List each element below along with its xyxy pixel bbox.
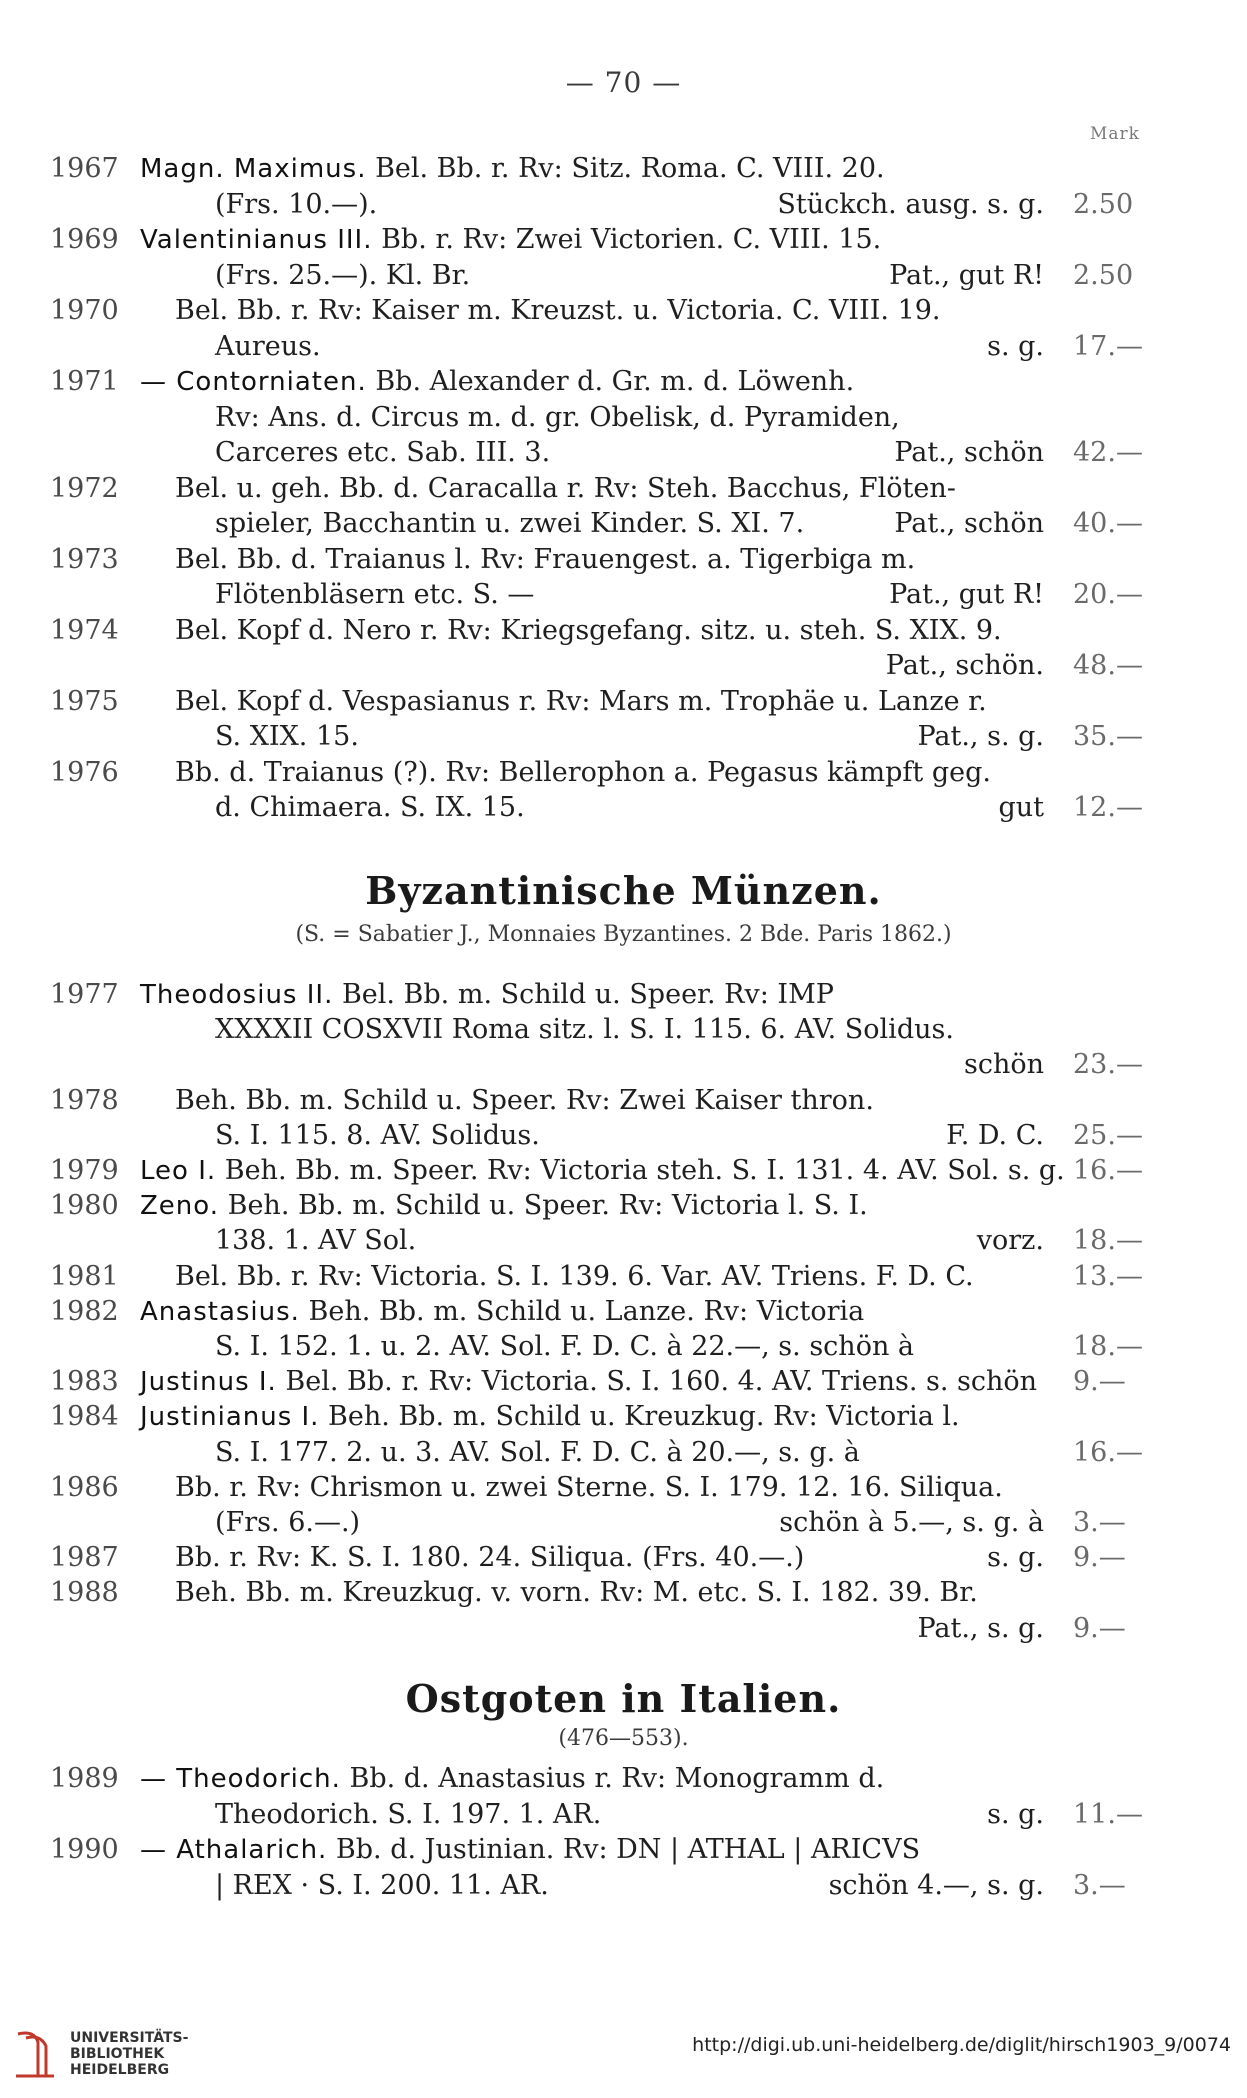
- spacer: [300, 1296, 309, 1327]
- lot-text: Flötenbläsern etc. S. —: [215, 579, 535, 610]
- lot-price: 16.—: [1073, 1155, 1143, 1186]
- lot-ruler-name: Theodosius II.: [140, 980, 334, 1010]
- lot-text: Bel. Kopf d. Nero r. Rv: Kriegsgefang. sitz. u. steh. S. XIX. 9.: [175, 614, 1002, 646]
- lot-price: 20.—: [1073, 579, 1143, 610]
- lot-text: Rv: Ans. d. Circus m. d. gr. Obelisk, d. Pyramiden,: [215, 401, 900, 433]
- lot-number: 1970: [50, 295, 119, 326]
- catalog-line: [0, 152, 1247, 185]
- spacer: [333, 979, 342, 1010]
- lot-condition: F. D. C.: [946, 1119, 1044, 1151]
- spacer: [327, 1834, 336, 1865]
- lot-text: S. XIX. 15.: [215, 721, 359, 752]
- catalog-line: [0, 1612, 1247, 1645]
- lot-text: (Frs. 25.—). Kl. Br.: [215, 259, 471, 291]
- lot-number: 1980: [50, 1190, 119, 1222]
- lot-ruler-name: Valentinianus III.: [140, 225, 373, 255]
- lot-price: 23.—: [1073, 1049, 1143, 1081]
- lot-number: 1973: [50, 543, 119, 575]
- lot-ruler-name: Magn. Maximus.: [140, 154, 367, 184]
- lot-description: [215, 1330, 914, 1364]
- catalog-line: [0, 614, 1247, 647]
- lot-condition: gut: [998, 792, 1044, 823]
- lot-price: 2.50: [1073, 259, 1134, 291]
- catalog-line: [0, 756, 1247, 789]
- lot-description: [140, 1154, 1065, 1188]
- lot-text: Bb. d. Traianus (?). Rv: Bellerophon a. Pegasus kämpft geg.: [175, 756, 991, 788]
- catalog-line: [0, 685, 1247, 718]
- lot-text: Beh. Bb. m. Schild u. Speer. Rv: Zwei Kaiser thron.: [175, 1084, 874, 1116]
- catalog-line: [0, 365, 1247, 398]
- catalog-line: [0, 1330, 1247, 1363]
- lot-condition: vorz.: [976, 1225, 1044, 1257]
- lot-number: 1987: [50, 1542, 119, 1574]
- lot-description: [175, 294, 941, 328]
- lot-text: Bel. Bb. d. Traianus l. Rv: Frauengest. a. Tigerbiga m.: [175, 543, 916, 575]
- lot-text: Bb. r. Rv: Zwei Victorien. C. VIII. 15.: [381, 224, 882, 255]
- lot-text: Bel. Kopf d. Vespasianus r. Rv: Mars m. Trophäe u. Lanze r.: [175, 685, 987, 717]
- spacer: [319, 1401, 328, 1432]
- spacer: [216, 1155, 225, 1186]
- lot-description: [215, 720, 359, 754]
- lot-description: [175, 1084, 874, 1118]
- lot-ruler-name: Leo I.: [140, 1156, 217, 1186]
- catalog-line: [0, 1798, 1247, 1831]
- lot-number: 1971: [50, 366, 119, 397]
- lot-number: 1976: [50, 756, 119, 788]
- lot-text: | REX · S. I. 200. 11. AR.: [215, 1869, 549, 1901]
- lot-text: Bb. Alexander d. Gr. m. d. Löwenh.: [375, 366, 855, 397]
- lot-price: 3.—: [1073, 1869, 1126, 1901]
- section-title-ostgoten: Ostgoten in Italien.: [405, 1676, 842, 1721]
- lot-description: [140, 1365, 1037, 1399]
- lot-ruler-name: — Athalarich.: [140, 1835, 328, 1865]
- catalog-line: [0, 1013, 1247, 1046]
- lot-condition: Pat., schön.: [885, 650, 1044, 681]
- lot-description: [140, 223, 881, 257]
- lot-number: 1977: [50, 979, 119, 1010]
- catalog-line: [0, 259, 1247, 292]
- catalog-line: [0, 507, 1247, 540]
- catalog-line: [0, 436, 1247, 469]
- catalog-line: [0, 1365, 1247, 1398]
- column-header-mark: Mark: [1090, 124, 1140, 144]
- lot-text: Carceres etc. Sab. III. 3.: [215, 437, 551, 468]
- lot-number: 1983: [50, 1366, 119, 1398]
- lot-description: [215, 1798, 601, 1832]
- catalog-line: [0, 1119, 1247, 1152]
- lot-price: 12.—: [1073, 792, 1143, 823]
- catalog-line: [0, 188, 1247, 221]
- catalog-line: [0, 1762, 1247, 1795]
- lot-text: XXXXII COSXVII Roma sitz. l. S. I. 115. 6. AV. Solidus.: [215, 1014, 954, 1046]
- lot-text: d. Chimaera. S. IX. 15.: [215, 792, 525, 823]
- lot-price: 3.—: [1073, 1507, 1126, 1538]
- lot-description: [215, 791, 525, 825]
- lot-description: [215, 436, 550, 470]
- lot-text: Beh. Bb. m. Schild u. Kreuzkug. Rv: Victoria l.: [328, 1401, 960, 1433]
- lot-description: [215, 1436, 860, 1470]
- lot-number: 1986: [50, 1471, 119, 1503]
- catalog-line: [0, 472, 1247, 505]
- lot-description: [140, 1189, 868, 1223]
- lot-description: [215, 259, 470, 293]
- lot-price: 42.—: [1073, 437, 1143, 468]
- lot-text: S. I. 177. 2. u. 3. AV. Sol. F. D. C. à 20.—, s. g. à: [215, 1436, 860, 1468]
- lot-text: Aureus.: [215, 330, 321, 362]
- section-subtitle-byzantine: (S. = Sabatier J., Monnaies Byzantines. 2 Bde. Paris 1862.): [295, 922, 952, 947]
- lot-description: [215, 330, 321, 364]
- lot-number: 1978: [50, 1084, 119, 1116]
- catalog-line: [0, 1295, 1247, 1328]
- lot-ruler-name: Justinianus I.: [140, 1402, 320, 1433]
- catalog-line: [0, 978, 1247, 1011]
- catalog-line: [0, 578, 1247, 611]
- lot-description: [175, 1471, 1003, 1505]
- lot-price: 40.—: [1073, 508, 1143, 539]
- lot-ruler-name: Zeno.: [140, 1191, 220, 1222]
- catalog-line: [0, 1576, 1247, 1609]
- lot-text: Bel. Bb. r. Rv: Kaiser m. Kreuzst. u. Victoria. C. VIII. 19.: [175, 295, 941, 326]
- lot-text: Beh. Bb. m. Kreuzkug. v. vorn. Rv: M. etc. S. I. 182. 39. Br.: [175, 1577, 978, 1609]
- catalog-line: [0, 1506, 1247, 1539]
- catalog-line: [0, 401, 1247, 434]
- lot-price: 11.—: [1073, 1798, 1143, 1830]
- lot-description: [175, 543, 915, 577]
- lot-condition: s. g.: [987, 1798, 1044, 1830]
- lot-condition: Stückch. ausg. s. g.: [777, 188, 1044, 220]
- lot-ruler-name: Anastasius.: [140, 1296, 300, 1327]
- lot-number: 1982: [50, 1295, 119, 1327]
- page-number: — 70 —: [565, 66, 682, 99]
- lot-text: S. I. 115. 8. AV. Solidus.: [215, 1119, 540, 1151]
- lot-condition: Pat., schön: [894, 437, 1044, 468]
- lot-price: 16.—: [1073, 1436, 1143, 1468]
- catalog-line: [0, 1471, 1247, 1504]
- section-subtitle-ostgoten: (476—553).: [558, 1726, 689, 1751]
- spacer: [366, 153, 375, 184]
- catalog-line: [0, 1260, 1247, 1293]
- lot-description: [215, 188, 377, 222]
- lot-description: [140, 1833, 920, 1867]
- catalog-line: [0, 1541, 1247, 1574]
- catalog-line: [0, 1869, 1247, 1902]
- lot-number: 1979: [50, 1155, 119, 1186]
- lot-description: [140, 1762, 884, 1796]
- catalog-line: [0, 649, 1247, 682]
- spacer: [219, 1190, 228, 1221]
- catalog-line: [0, 294, 1247, 327]
- lot-text: Bel. Bb. r. Rv: Victoria. S. I. 139. 6. Var. AV. Triens. F. D. C.: [175, 1260, 974, 1292]
- lot-text: Bel. Bb. r. Rv: Victoria. S. I. 160. 4. AV. Triens. s. schön: [285, 1366, 1038, 1398]
- catalog-line: [0, 1224, 1247, 1257]
- lot-price: 48.—: [1073, 650, 1143, 681]
- lot-condition: Pat., s. g.: [917, 721, 1044, 752]
- lot-condition: schön 4.—, s. g.: [828, 1869, 1044, 1901]
- lot-text: Bb. r. Rv: Chrismon u. zwei Sterne. S. I. 179. 12. 16. Siliqua.: [175, 1471, 1003, 1503]
- lot-price: 25.—: [1073, 1119, 1143, 1151]
- lot-price: 18.—: [1073, 1225, 1143, 1257]
- catalog-line: [0, 1833, 1247, 1866]
- lot-condition: Pat., gut R!: [889, 259, 1044, 291]
- lot-description: [175, 1541, 804, 1575]
- lot-text: Beh. Bb. m. Speer. Rv: Victoria steh. S. I. 131. 4. AV. Sol. s. g.: [224, 1155, 1065, 1186]
- lot-number: 1974: [50, 614, 119, 646]
- lot-price: 35.—: [1073, 721, 1143, 752]
- catalog-line: [0, 1436, 1247, 1469]
- lot-number: 1988: [50, 1577, 119, 1609]
- lot-description: [215, 1119, 540, 1153]
- source-url[interactable]: http://digi.ub.uni-heidelberg.de/diglit/hirsch1903_9/0074: [692, 2034, 1231, 2056]
- lot-description: [140, 1400, 960, 1434]
- lot-description: [215, 401, 900, 435]
- lot-condition: s. g.: [987, 330, 1044, 362]
- lot-description: [215, 1013, 954, 1047]
- lot-ruler-name: — Theodorich.: [140, 1764, 341, 1794]
- lot-text: (Frs. 10.—).: [215, 188, 378, 220]
- lot-number: 1975: [50, 685, 119, 717]
- lot-condition: s. g.: [987, 1542, 1044, 1574]
- lot-description: [175, 1576, 978, 1610]
- lot-number: 1969: [50, 224, 119, 255]
- lot-text: Bel. Bb. m. Schild u. Speer. Rv: IMP: [341, 979, 834, 1010]
- section-title-byzantine: Byzantinische Münzen.: [365, 868, 882, 913]
- catalog-line: [0, 1400, 1247, 1433]
- lot-price: 9.—: [1073, 1366, 1126, 1398]
- catalog-line: [0, 543, 1247, 576]
- lot-text: (Frs. 6.—.): [215, 1507, 361, 1538]
- lot-description: [175, 756, 991, 790]
- lot-description: [140, 978, 834, 1012]
- lot-description: [140, 365, 854, 399]
- library-name-line: BIBLIOTHEK: [70, 2046, 165, 2062]
- lot-description: [175, 472, 956, 506]
- lot-description: [215, 1224, 416, 1258]
- lot-description: [215, 578, 534, 612]
- catalog-line: [0, 1189, 1247, 1222]
- lot-text: Bel. Bb. r. Rv: Sitz. Roma. C. VIII. 20.: [375, 153, 885, 184]
- library-name-line: HEIDELBERG: [70, 2062, 170, 2078]
- catalog-line: [0, 791, 1247, 824]
- lot-ruler-name: Justinus I.: [140, 1367, 277, 1398]
- lot-condition: schön à 5.—, s. g. à: [779, 1507, 1044, 1538]
- lot-condition: Pat., s. g.: [917, 1612, 1044, 1644]
- lot-price: 13.—: [1073, 1260, 1143, 1292]
- lot-text: S. I. 152. 1. u. 2. AV. Sol. F. D. C. à 22.—, s. schön à: [215, 1331, 915, 1362]
- lot-number: 1981: [50, 1260, 119, 1292]
- lot-description: [175, 1260, 974, 1294]
- catalog-line: [0, 223, 1247, 256]
- lot-description: [175, 614, 1002, 648]
- library-logo-icon: [14, 2028, 58, 2080]
- catalog-line: [0, 720, 1247, 753]
- spacer: [373, 224, 382, 255]
- catalog-line: [0, 330, 1247, 363]
- lot-price: 9.—: [1073, 1542, 1126, 1574]
- lot-description: [215, 1869, 549, 1903]
- catalog-line: [0, 1084, 1247, 1117]
- lot-text: Bb. d. Anastasius r. Rv: Monogramm d.: [349, 1763, 885, 1794]
- lot-price: 9.—: [1073, 1612, 1126, 1644]
- lot-condition: Pat., gut R!: [889, 579, 1044, 610]
- library-name: [70, 2030, 188, 2078]
- lot-text: 138. 1. AV Sol.: [215, 1225, 417, 1257]
- lot-description: [175, 685, 987, 719]
- catalog-line: [0, 1048, 1247, 1081]
- lot-description: [140, 1295, 864, 1329]
- lot-condition: Pat., schön: [894, 508, 1044, 539]
- lot-description: [140, 152, 885, 186]
- lot-number: 1967: [50, 153, 119, 184]
- lot-number: 1990: [50, 1834, 119, 1865]
- lot-number: 1984: [50, 1401, 119, 1433]
- lot-text: spieler, Bacchantin u. zwei Kinder. S. XI. 7.: [215, 508, 805, 539]
- lot-text: Bb. d. Justinian. Rv: DN | ATHAL | ARICVS: [335, 1834, 921, 1865]
- lot-description: [215, 507, 804, 541]
- lot-text: Theodorich. S. I. 197. 1. AR.: [215, 1798, 602, 1830]
- library-name-line: UNIVERSITÄTS-: [70, 2030, 189, 2046]
- lot-number: 1972: [50, 472, 119, 504]
- lot-text: Beh. Bb. m. Schild u. Lanze. Rv: Victoria: [308, 1295, 865, 1327]
- lot-ruler-name: — Contorniaten.: [140, 367, 367, 397]
- lot-price: 17.—: [1073, 330, 1143, 362]
- lot-text: Beh. Bb. m. Schild u. Speer. Rv: Victoria l. S. I.: [227, 1190, 868, 1222]
- lot-text: Bel. u. geh. Bb. d. Caracalla r. Rv: Steh. Bacchus, Flöten-: [175, 472, 956, 504]
- lot-description: [215, 1506, 360, 1540]
- lot-price: 2.50: [1073, 188, 1134, 220]
- lot-price: 18.—: [1073, 1331, 1143, 1362]
- lot-text: Bb. r. Rv: K. S. I. 180. 24. Siliqua. (Frs. 40.—.): [175, 1542, 805, 1574]
- lot-number: 1989: [50, 1763, 119, 1794]
- lot-condition: schön: [963, 1049, 1044, 1081]
- catalog-line: [0, 1154, 1247, 1187]
